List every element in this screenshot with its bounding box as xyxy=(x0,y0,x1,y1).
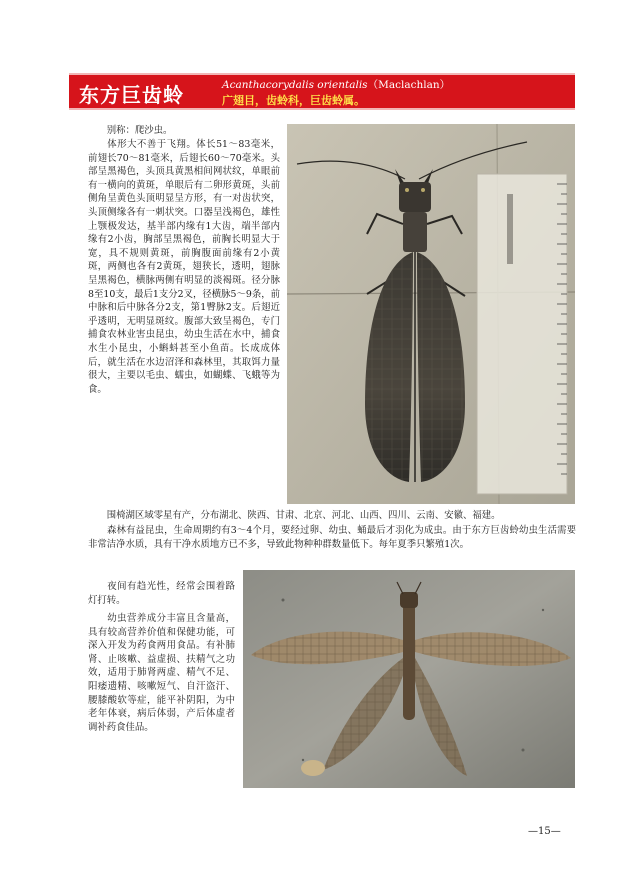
species-title-cn: 东方巨齿蛉 xyxy=(79,83,184,107)
author-name: （Maclachlan） xyxy=(367,79,451,91)
value-text: 幼虫营养成分丰富且含量高，具有较高营养价值和保健功能，可深入开发为药食两用食品。有补肺肾、止咳嗽、益虚损、扶精气之功效，适用于肺肾两虚、精气不足、阳痿遗精、咳嗽短气、自汗盗汗、腰膝酸软等症，能平补阴阳，为中老年体衰，病后体弱，产后体虚者调补药食佳品。 xyxy=(88,613,235,733)
page-number: —15— xyxy=(528,826,561,837)
specimen-illustration-top xyxy=(287,124,575,504)
description-paragraph xyxy=(88,138,280,396)
scientific-name: Acanthacorydalis orientalis xyxy=(222,79,368,91)
description-text: 体形大不善于飞翔。体长51～83毫米，前翅长70～81毫米，后翅长60～70毫米。头部呈黑褐色，头顶具黄黑相间网状纹，单眼前有一横向的黄斑，单眼后有二卵形黄斑，头前侧角呈黄色头顶明显呈方形，有一对齿状突，头顶侧缘各有一刺状突。口器呈浅褐色，雄性上颚极发达，基半部内缘有1大齿，端半部内缘有2小齿，胸部呈黑褐色，前胸长明显大于宽，具不规则黄斑，前胸腹面前缘有2小黄斑，两侧也各有2黄斑，翅狭长，透明，翅脉呈黑褐色，横脉两侧有明显的淡褐斑。径分脉8至10支，最后1支分2叉，径横脉5～9条，前中脉和后中脉各分2支，第1臀脉2支。后翅近乎透明，无明显斑纹。腹部大致呈褐色，专门捕食农林业害虫昆虫，幼虫生活在水中，捕食水生小昆虫，小蝌蚪甚至小鱼苗。长成成体后，就生活在水边沼泽和森林里，其取饵力量很大，主要以毛虫、蠕虫，如蝴蝶、飞蛾等为食。 xyxy=(88,139,280,395)
behavior-text: 夜间有趋光性，经常会围着路灯打转。 xyxy=(88,581,235,606)
species-title-latin xyxy=(222,77,450,92)
lifecycle-text: 森林有益昆虫，生命周期约有3～4个月，要经过卵、幼虫、蛹最后才羽化为成虫。由于东方巨齿蛉幼虫生活需要非常洁净水质，具有干净水质地方已不多，导致此物种种群数量低下。每年夏季只繁殖1次。 xyxy=(88,525,576,550)
specimen-photo-spread xyxy=(243,570,575,788)
specimen-photo-ruler xyxy=(287,124,575,504)
title-banner xyxy=(69,73,575,110)
alias-paragraph xyxy=(88,124,280,138)
ruler xyxy=(477,174,567,494)
distribution-paragraph xyxy=(88,509,576,523)
lifecycle-paragraph xyxy=(88,524,576,551)
distribution-text: 围椅湖区域零星有产，分布湖北、陕西、甘肃、北京、河北、山西、四川、云南、安徽、福建。 xyxy=(106,510,501,521)
value-paragraph xyxy=(88,612,235,734)
alias-text: 别称：爬沙虫。 xyxy=(106,125,173,136)
behavior-paragraph xyxy=(88,580,235,607)
taxonomy-line: 广翅目，齿蛉科，巨齿蛉属。 xyxy=(222,94,365,107)
specimen-illustration-bottom xyxy=(243,570,575,788)
